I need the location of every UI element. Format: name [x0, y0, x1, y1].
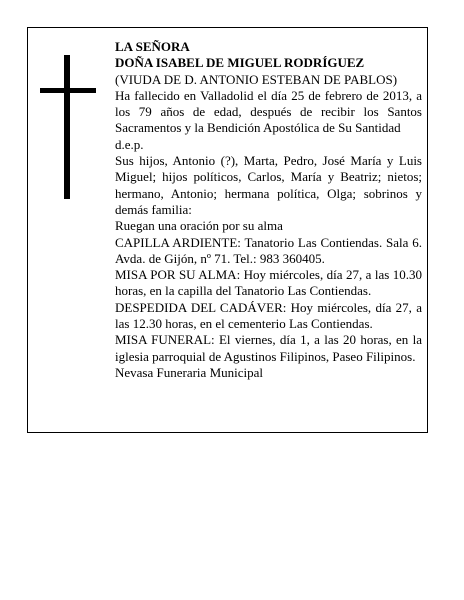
- death-notice-paragraph: Ha fallecido en Valladolid el día 25 de febrero de 2013, a los 79 años de edad, después de recibir los Santos Sacramentos y la Bendición Apostólica de Su Santidad: [115, 87, 422, 136]
- widow-of-line: (VIUDA DE D. ANTONIO ESTEBAN DE PABLOS): [115, 71, 398, 87]
- prayer-request: Ruegan una oración por su alma: [115, 218, 283, 234]
- family-paragraph: Sus hijos, Antonio (?), Marta, Pedro, José María y Luis Miguel; hijos políticos, Carlos, María y Beatriz; nietos; hermano, Antonio; hermana política, Olga; sobrinos y demás familia:: [115, 153, 422, 217]
- deceased-name: DOÑA ISABEL DE MIGUEL RODRÍGUEZ: [115, 55, 365, 71]
- funeral-mass-paragraph: MISA FUNERAL: El viernes, día 1, a las 20 horas, en la iglesia parroquial de Agustinos Filipinos, Paseo Filipinos.: [115, 332, 422, 364]
- rip-line: d.e.p.: [115, 136, 144, 152]
- mass-paragraph: MISA POR SU ALMA: Hoy miércoles, día 27, a las 10.30 horas, en la capilla del Tanatorio Las Contiendas.: [115, 267, 422, 299]
- cross-horizontal-bar: [40, 88, 96, 93]
- honorific-title: LA SEÑORA: [115, 39, 190, 54]
- obituary-notice: [27, 27, 428, 433]
- funeral-home: Nevasa Funeraria Municipal: [115, 364, 264, 380]
- latin-cross-icon: [40, 55, 96, 199]
- farewell-paragraph: DESPEDIDA DEL CADÁVER: Hoy miércoles, día 27, a las 12.30 horas, en el cementerio Las Contiendas.: [115, 299, 422, 332]
- obituary-text: [115, 39, 422, 381]
- chapel-paragraph: CAPILLA ARDIENTE: Tanatorio Las Contiendas. Sala 6. Avda. de Gijón, nº 71. Tel.: 983 360405.: [115, 234, 422, 266]
- cross-vertical-bar: [64, 55, 70, 199]
